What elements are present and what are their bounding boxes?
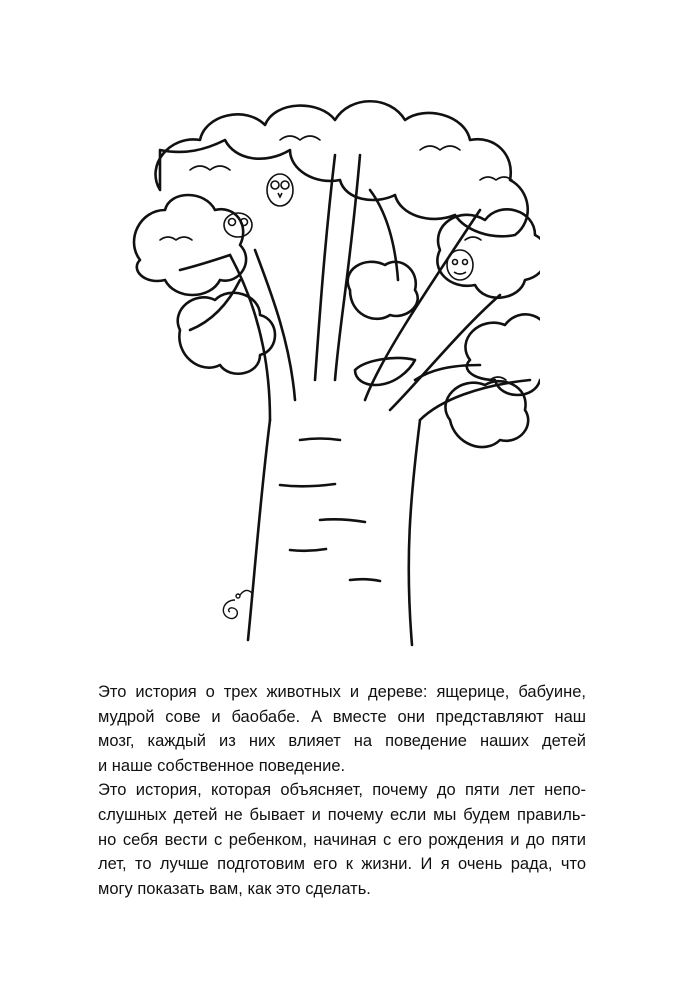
text-line: слушных детей не бывает и почему если мы будем правиль-: [98, 805, 586, 824]
owl-icon: [267, 174, 293, 206]
lizard-icon: [223, 590, 252, 618]
paragraph-2: [98, 778, 586, 901]
body-text: [98, 680, 586, 901]
text-line: Это история, которая объясняет, почему до пяти лет непо-: [98, 781, 586, 800]
text-line: могу показать вам, как это сделать.: [98, 879, 371, 898]
text-line: мозг, каждый из них влияет на поведение наших детей: [98, 732, 586, 751]
text-line: но себя вести с ребенком, начиная с его рождения и до пяти: [98, 830, 586, 849]
baobab-tree-icon: [120, 80, 540, 650]
paragraph-1: [98, 680, 586, 778]
text-line: лет, то лучше подготовим его к жизни. И я очень рада, что: [98, 855, 586, 874]
text-line: мудрой сове и баобабе. А вместе они представляют наш: [98, 707, 586, 726]
baboon-icon: [447, 250, 473, 280]
text-line: Это история о трех животных и дереве: ящерице, бабуине,: [98, 683, 586, 701]
text-line: и наше собственное поведение.: [98, 756, 346, 775]
